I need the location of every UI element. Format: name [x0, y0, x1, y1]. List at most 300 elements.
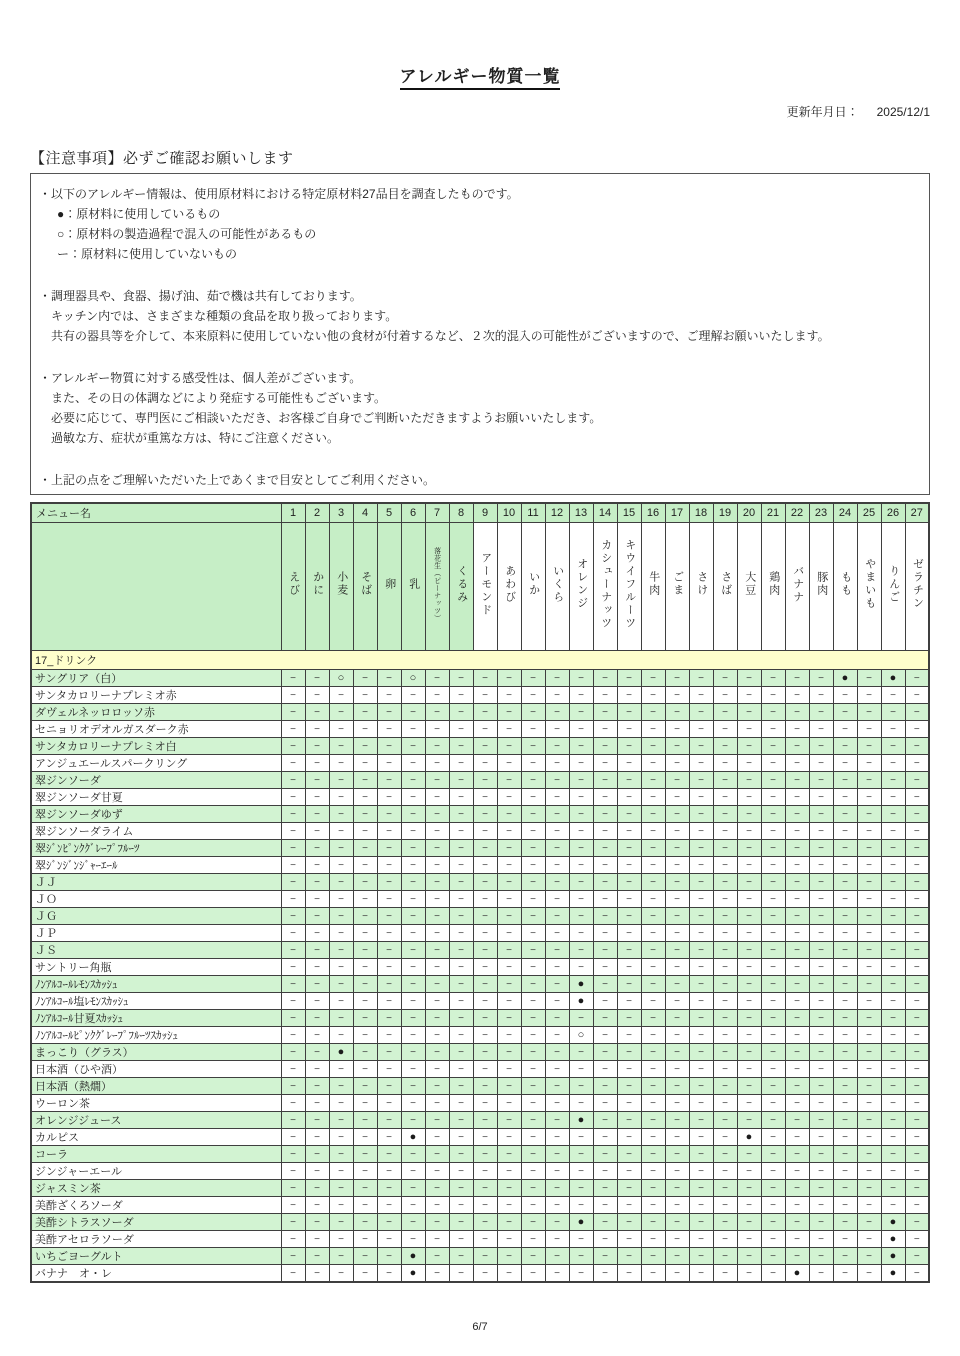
mark-cell: −	[785, 1146, 809, 1163]
mark-cell: −	[761, 891, 785, 908]
mark-cell: −	[569, 1163, 593, 1180]
column-name: 落花生（ピーナッツ）	[433, 546, 441, 622]
mark-cell: −	[305, 857, 329, 874]
menu-name-cell: 翠ｼﾞﾝｼﾞﾝｼﾞｬｰｴｰﾙ	[31, 857, 281, 874]
mark-cell: −	[377, 755, 401, 772]
mark-cell: −	[689, 1248, 713, 1265]
mark-cell: −	[305, 1095, 329, 1112]
menu-row	[31, 1027, 929, 1044]
menu-name-cell: サングリア（白）	[31, 670, 281, 687]
mark-cell: −	[713, 806, 737, 823]
mark-cell: −	[401, 1095, 425, 1112]
mark-cell: −	[449, 1078, 473, 1095]
mark-cell: −	[689, 1078, 713, 1095]
column-name-cell	[497, 523, 521, 651]
column-name-cell	[809, 523, 833, 651]
mark-cell: −	[641, 874, 665, 891]
mark-cell: −	[569, 755, 593, 772]
mark-cell: −	[617, 1027, 641, 1044]
mark-cell: −	[497, 704, 521, 721]
menu-row	[31, 908, 929, 925]
mark-cell: −	[425, 789, 449, 806]
mark-cell: −	[881, 857, 905, 874]
mark-cell: −	[281, 959, 305, 976]
menu-name-cell: ジンジャーエール	[31, 1163, 281, 1180]
mark-cell: −	[305, 840, 329, 857]
mark-cell: −	[833, 1044, 857, 1061]
mark-cell: −	[545, 687, 569, 704]
mark-cell: −	[497, 1163, 521, 1180]
mark-cell: −	[905, 1180, 929, 1197]
mark-cell: −	[761, 976, 785, 993]
column-name: やまいも	[863, 558, 876, 610]
notice-group	[39, 470, 919, 490]
mark-cell: −	[329, 806, 353, 823]
mark-cell: −	[665, 704, 689, 721]
menu-row	[31, 670, 929, 687]
mark-cell: −	[641, 925, 665, 942]
mark-cell: −	[473, 993, 497, 1010]
mark-cell: −	[329, 1061, 353, 1078]
notice-line: ○：原材料の製造過程で混入の可能性があるもの	[57, 227, 317, 241]
mark-cell: −	[377, 1061, 401, 1078]
menu-name-cell: まっこり（グラス）	[31, 1044, 281, 1061]
mark-cell: −	[497, 1095, 521, 1112]
mark-cell: −	[569, 1180, 593, 1197]
column-name-cell	[305, 523, 329, 651]
mark-cell: −	[833, 789, 857, 806]
mark-cell: −	[569, 1129, 593, 1146]
mark-cell: −	[401, 1197, 425, 1214]
mark-cell: −	[617, 789, 641, 806]
mark-cell: −	[809, 1180, 833, 1197]
mark-cell: ●	[569, 976, 593, 993]
column-number: 1	[281, 503, 305, 523]
mark-cell: −	[593, 1231, 617, 1248]
mark-cell: −	[809, 993, 833, 1010]
mark-cell: −	[305, 976, 329, 993]
mark-cell: −	[857, 976, 881, 993]
mark-cell: −	[857, 925, 881, 942]
menu-row	[31, 874, 929, 891]
mark-cell: ●	[881, 1231, 905, 1248]
mark-cell: −	[545, 1112, 569, 1129]
mark-cell: −	[377, 772, 401, 789]
mark-cell: −	[785, 755, 809, 772]
mark-cell: −	[617, 857, 641, 874]
mark-cell: −	[833, 1061, 857, 1078]
mark-cell: −	[641, 1044, 665, 1061]
mark-cell: −	[857, 789, 881, 806]
mark-cell: −	[785, 993, 809, 1010]
mark-cell: −	[377, 738, 401, 755]
menu-name-cell: ﾉﾝｱﾙｺｰﾙﾚﾓﾝｽｶｯｼｭ	[31, 976, 281, 993]
mark-cell: −	[545, 1248, 569, 1265]
mark-cell: −	[377, 1044, 401, 1061]
mark-cell: −	[545, 1214, 569, 1231]
mark-cell: −	[497, 1197, 521, 1214]
mark-cell: −	[737, 738, 761, 755]
mark-cell: −	[305, 874, 329, 891]
mark-cell: −	[545, 1197, 569, 1214]
menu-row	[31, 1214, 929, 1231]
mark-cell: −	[401, 874, 425, 891]
mark-cell: −	[425, 1197, 449, 1214]
mark-cell: −	[593, 840, 617, 857]
mark-cell: −	[905, 942, 929, 959]
column-name-cell	[665, 523, 689, 651]
mark-cell: −	[617, 1095, 641, 1112]
mark-cell: −	[593, 670, 617, 687]
mark-cell: −	[905, 1095, 929, 1112]
mark-cell: −	[281, 942, 305, 959]
update-date-label: 更新年月日：	[786, 105, 859, 119]
mark-cell: −	[857, 1112, 881, 1129]
mark-cell: −	[305, 1027, 329, 1044]
mark-cell: −	[809, 1129, 833, 1146]
mark-cell: −	[665, 1248, 689, 1265]
mark-cell: −	[593, 1197, 617, 1214]
mark-cell: −	[329, 1027, 353, 1044]
mark-cell: −	[689, 857, 713, 874]
mark-cell: −	[569, 738, 593, 755]
mark-cell: −	[833, 1078, 857, 1095]
notice-line: ・調理器具や、食器、揚げ油、茹で機は共有しております。	[39, 289, 362, 303]
mark-cell: −	[689, 670, 713, 687]
mark-cell: −	[785, 1061, 809, 1078]
mark-cell: −	[569, 874, 593, 891]
mark-cell: −	[785, 1044, 809, 1061]
mark-cell: −	[665, 840, 689, 857]
mark-cell: −	[713, 789, 737, 806]
mark-cell: −	[761, 1095, 785, 1112]
mark-cell: −	[593, 789, 617, 806]
mark-cell: −	[545, 789, 569, 806]
mark-cell: −	[785, 874, 809, 891]
column-name: キウイフルーツ	[623, 538, 636, 630]
mark-cell: −	[425, 721, 449, 738]
menu-row	[31, 1078, 929, 1095]
mark-cell: −	[641, 755, 665, 772]
mark-cell: −	[593, 687, 617, 704]
mark-cell: −	[833, 1265, 857, 1283]
mark-cell: −	[665, 806, 689, 823]
mark-cell: −	[449, 806, 473, 823]
mark-cell: −	[689, 891, 713, 908]
mark-cell: −	[305, 925, 329, 942]
mark-cell: −	[881, 1180, 905, 1197]
mark-cell: −	[401, 993, 425, 1010]
mark-cell: −	[737, 1265, 761, 1283]
column-number: 13	[569, 503, 593, 523]
mark-cell: −	[857, 806, 881, 823]
mark-cell: −	[473, 1078, 497, 1095]
mark-cell: −	[737, 789, 761, 806]
menu-row	[31, 976, 929, 993]
mark-cell: −	[353, 806, 377, 823]
mark-cell: −	[569, 1010, 593, 1027]
column-name-cell	[545, 523, 569, 651]
column-name-cell	[449, 523, 473, 651]
mark-cell: −	[689, 1214, 713, 1231]
mark-cell: −	[545, 908, 569, 925]
mark-cell: −	[809, 1112, 833, 1129]
menu-name-cell: ダヴェルネッロロッソ赤	[31, 704, 281, 721]
mark-cell: −	[521, 1027, 545, 1044]
mark-cell: −	[641, 959, 665, 976]
mark-cell: −	[737, 908, 761, 925]
menu-row	[31, 755, 929, 772]
mark-cell: −	[425, 823, 449, 840]
mark-cell: −	[449, 976, 473, 993]
mark-cell: −	[641, 1078, 665, 1095]
mark-cell: −	[641, 1248, 665, 1265]
mark-cell: −	[761, 1265, 785, 1283]
mark-cell: −	[473, 891, 497, 908]
mark-cell: −	[281, 1112, 305, 1129]
mark-cell: −	[593, 1129, 617, 1146]
mark-cell: −	[905, 687, 929, 704]
mark-cell: −	[833, 993, 857, 1010]
mark-cell: −	[737, 1180, 761, 1197]
mark-cell: −	[329, 1265, 353, 1283]
mark-cell: −	[425, 738, 449, 755]
mark-cell: −	[809, 1248, 833, 1265]
mark-cell: −	[497, 976, 521, 993]
mark-cell: −	[305, 755, 329, 772]
mark-cell: −	[425, 925, 449, 942]
menu-name-cell: 美酢アセロラソーダ	[31, 1231, 281, 1248]
mark-cell: −	[689, 772, 713, 789]
mark-cell: −	[545, 1095, 569, 1112]
mark-cell: −	[857, 840, 881, 857]
mark-cell: −	[521, 1129, 545, 1146]
mark-cell: −	[617, 925, 641, 942]
column-number: 15	[617, 503, 641, 523]
mark-cell: −	[545, 806, 569, 823]
mark-cell: −	[761, 823, 785, 840]
mark-cell: ●	[833, 670, 857, 687]
mark-cell: −	[593, 891, 617, 908]
mark-cell: −	[665, 755, 689, 772]
mark-cell: −	[569, 942, 593, 959]
mark-cell: −	[425, 1180, 449, 1197]
mark-cell: −	[425, 1061, 449, 1078]
mark-cell: −	[569, 1231, 593, 1248]
mark-cell: −	[329, 1163, 353, 1180]
mark-cell: −	[497, 1180, 521, 1197]
mark-cell: −	[881, 704, 905, 721]
mark-cell: −	[593, 1248, 617, 1265]
mark-cell: −	[761, 1061, 785, 1078]
mark-cell: −	[713, 891, 737, 908]
mark-cell: −	[353, 874, 377, 891]
menu-name-cell: 翠ジンソーダ甘夏	[31, 789, 281, 806]
mark-cell: −	[329, 721, 353, 738]
mark-cell: −	[689, 687, 713, 704]
mark-cell: −	[353, 925, 377, 942]
notice-line: ・上記の点をご理解いただいた上であくまで目安としてご利用ください。	[39, 473, 436, 487]
mark-cell: −	[617, 942, 641, 959]
mark-cell: −	[521, 1265, 545, 1283]
mark-cell: −	[593, 1180, 617, 1197]
mark-cell: −	[713, 1248, 737, 1265]
mark-cell: −	[545, 993, 569, 1010]
mark-cell: −	[329, 874, 353, 891]
mark-cell: −	[761, 1180, 785, 1197]
column-number: 23	[809, 503, 833, 523]
mark-cell: −	[593, 721, 617, 738]
mark-cell: −	[401, 1061, 425, 1078]
mark-cell: −	[281, 908, 305, 925]
mark-cell: −	[473, 1044, 497, 1061]
mark-cell: −	[449, 1061, 473, 1078]
mark-cell: −	[761, 874, 785, 891]
mark-cell: −	[641, 1231, 665, 1248]
mark-cell: −	[593, 1061, 617, 1078]
mark-cell: −	[665, 857, 689, 874]
mark-cell: −	[353, 1265, 377, 1283]
mark-cell: −	[281, 1078, 305, 1095]
mark-cell: −	[905, 891, 929, 908]
column-name-cell	[713, 523, 737, 651]
mark-cell: −	[617, 806, 641, 823]
mark-cell: −	[305, 789, 329, 806]
mark-cell: −	[881, 942, 905, 959]
mark-cell: −	[569, 670, 593, 687]
mark-cell: −	[497, 670, 521, 687]
mark-cell: −	[497, 1146, 521, 1163]
mark-cell: −	[857, 1163, 881, 1180]
mark-cell: −	[665, 1163, 689, 1180]
menu-row	[31, 1146, 929, 1163]
mark-cell: −	[377, 1146, 401, 1163]
mark-cell: −	[521, 789, 545, 806]
mark-cell: −	[377, 789, 401, 806]
mark-cell: −	[353, 1231, 377, 1248]
mark-cell: −	[569, 789, 593, 806]
mark-cell: −	[281, 738, 305, 755]
mark-cell: −	[617, 1197, 641, 1214]
mark-cell: −	[761, 670, 785, 687]
mark-cell: ●	[881, 1265, 905, 1283]
mark-cell: −	[305, 1214, 329, 1231]
menu-row	[31, 1265, 929, 1283]
mark-cell: −	[833, 857, 857, 874]
mark-cell: −	[809, 1146, 833, 1163]
menu-name-cell: 翠ｼﾞﾝﾋﾟﾝｸｸﾞﾚｰﾌﾟﾌﾙｰﾂ	[31, 840, 281, 857]
mark-cell: −	[809, 1027, 833, 1044]
mark-cell: −	[281, 755, 305, 772]
mark-cell: −	[737, 840, 761, 857]
mark-cell: −	[617, 1231, 641, 1248]
mark-cell: −	[401, 976, 425, 993]
menu-name-cell: 美酢シトラスソーダ	[31, 1214, 281, 1231]
mark-cell: −	[617, 908, 641, 925]
mark-cell: −	[881, 721, 905, 738]
mark-cell: −	[857, 755, 881, 772]
mark-cell: −	[305, 1146, 329, 1163]
mark-cell: −	[473, 1180, 497, 1197]
mark-cell: −	[281, 1248, 305, 1265]
mark-cell: −	[497, 1078, 521, 1095]
mark-cell: −	[809, 755, 833, 772]
mark-cell: −	[521, 1061, 545, 1078]
mark-cell: −	[593, 857, 617, 874]
mark-cell: −	[809, 857, 833, 874]
mark-cell: −	[305, 670, 329, 687]
mark-cell: −	[329, 976, 353, 993]
mark-cell: −	[761, 1163, 785, 1180]
mark-cell: −	[593, 738, 617, 755]
mark-cell: −	[545, 1078, 569, 1095]
mark-cell: −	[545, 857, 569, 874]
column-name-cell	[785, 523, 809, 651]
mark-cell: −	[881, 738, 905, 755]
mark-cell: −	[785, 857, 809, 874]
mark-cell: −	[401, 908, 425, 925]
mark-cell: −	[353, 1146, 377, 1163]
column-number: 26	[881, 503, 905, 523]
mark-cell: −	[641, 789, 665, 806]
mark-cell: −	[473, 976, 497, 993]
mark-cell: −	[833, 1180, 857, 1197]
mark-cell: −	[545, 1163, 569, 1180]
mark-cell: −	[713, 1027, 737, 1044]
mark-cell: −	[353, 959, 377, 976]
mark-cell: −	[617, 959, 641, 976]
column-number: 4	[353, 503, 377, 523]
mark-cell: −	[881, 891, 905, 908]
menu-name-cell: サントリー角瓶	[31, 959, 281, 976]
mark-cell: −	[545, 1061, 569, 1078]
mark-cell: −	[281, 806, 305, 823]
mark-cell: −	[665, 1061, 689, 1078]
mark-cell: ○	[401, 670, 425, 687]
mark-cell: −	[305, 1129, 329, 1146]
mark-cell: −	[713, 942, 737, 959]
menu-header-spacer	[31, 523, 281, 651]
column-name: バナナ	[791, 564, 804, 604]
menu-row	[31, 1112, 929, 1129]
menu-row	[31, 772, 929, 789]
mark-cell: −	[713, 1197, 737, 1214]
mark-cell: −	[497, 1231, 521, 1248]
mark-cell: −	[377, 1214, 401, 1231]
mark-cell: −	[905, 840, 929, 857]
column-name: いか	[527, 571, 540, 597]
menu-row	[31, 840, 929, 857]
mark-cell: −	[377, 1027, 401, 1044]
mark-cell: −	[329, 1197, 353, 1214]
mark-cell: −	[521, 1180, 545, 1197]
mark-cell: −	[425, 840, 449, 857]
mark-cell: −	[449, 1231, 473, 1248]
mark-cell: −	[449, 823, 473, 840]
mark-cell: −	[449, 874, 473, 891]
mark-cell: −	[329, 772, 353, 789]
mark-cell: −	[353, 1010, 377, 1027]
column-name-cell	[329, 523, 353, 651]
mark-cell: −	[689, 1231, 713, 1248]
mark-cell: −	[281, 1163, 305, 1180]
mark-cell: −	[569, 925, 593, 942]
mark-cell: −	[881, 1163, 905, 1180]
mark-cell: −	[785, 1112, 809, 1129]
mark-cell: −	[881, 1112, 905, 1129]
mark-cell: −	[665, 1027, 689, 1044]
column-number: 5	[377, 503, 401, 523]
